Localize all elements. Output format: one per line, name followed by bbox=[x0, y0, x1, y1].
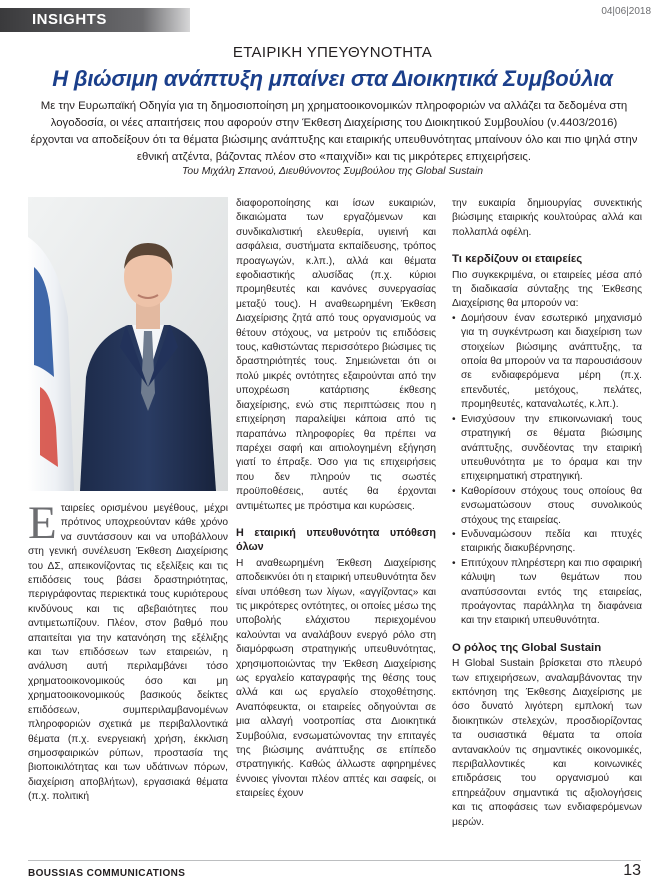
benefits-list bbox=[452, 312, 642, 629]
top-bar bbox=[0, 0, 665, 34]
column-2-paragraph-2: Η αναθεωρημένη Έκθεση Διαχείρισης αποδεικνύει ότι η εταιρική υπευθυνότητα δεν είναι υπόθεση των λίγων, «αγγίζοντας» και τις μικρότερες οντότητες, οι οποίες μέσω της υποβολής ελάχιστου περιεχομένου καλούνται να αναλάβουν ενεργό ρόλο στη διαμόρφωση στρατηγικής υπευθυνότητας, χρησιμοποιώντας την Έκθεση Διαχείρισης ως εργαλείο καταγραφής της θέσης τους αλλά και ως εργαλείο στοχοθέτησης. Αναπόφευκτα, οι εταιρείες οδηγούνται σε μια αλλαγή νοοτροπίας στα Διοικητικά Συμβούλια, ενσωματώνοντας την επιταγές της βιώσιμης ανάπτυξης σε επίπεδο στρατηγικής. Καθώς άλλωστε αφηρημένες έννοιες γίνονται πλέον απτές και σαφείς, οι εταιρείες έχουν bbox=[236, 557, 436, 800]
column-3-paragraph-1: την ευκαιρία δημιουργίας συνεκτικής βιώσιμης εταιρικής κουλτούρας αλλά και πολλαπλά οφέλη. bbox=[452, 198, 642, 238]
column-2 bbox=[236, 197, 436, 802]
subhead-global-sustain: Ο ρόλος της Global Sustain bbox=[452, 641, 602, 654]
list-item: • Ενδυναμώσουν πεδία και πτυχές εταιρικής διακυβέρνησης. bbox=[461, 528, 642, 557]
page-number: 13 bbox=[623, 862, 641, 879]
column-1-text: ταιρείες ορισμένου μεγέθους, μέχρι πρότινος υποχρεούνταν κάθε χρόνο να συντάσσουν και να υποβάλλουν στη γενική συνέλευση Έκθεση Διαχείρισης του ΔΣ, απεικονίζοντας τις εξελίξεις και τις επιδόσεις τους βάσει δραστηριότητας, περιγράφοντας περιεκτικά τους κυριότερους κινδύνους και τις αβεβαιότητες που αντιμετωπίζουν. Πλέον, στον βαθμό που απαιτείται για την κατανόηση της εξέλιξης και των επιδόσεων των εταιρειών, η ανάλυση αυτή περιλαμβάνει τόσο χρηματοοικονομικούς όσο και μη χρηματοοικονομικούς βασικούς δείκτες επιδόσεων, συμπεριλαμβανομένων πληροφοριών σχετικά με περιβαλλοντικά θέματα (π.χ. ενεργειακή χρήση, έκκλιση σημοσφαιρικών ρύπων, προστασία της βιοποικιλότητας και των υδάτινων πόρων, διαχείριση αποβλήτων), εργασιακά θέματα (π.χ. πολιτική bbox=[28, 503, 228, 803]
article-title: Η βιώσιμη ανάπτυξη μπαίνει στα Διοικητικά Συμβούλια bbox=[52, 66, 613, 91]
column-1 bbox=[28, 497, 228, 805]
list-item: • Επιτύχουν πληρέστερη και πιο σφαιρική κάλυψη των θεμάτων που αναπύσσονται εντός της εταιρείας, προάγοντας παράλληλα τη διαφάνεια και την εταιρική υπευθυνότητα. bbox=[461, 557, 642, 629]
list-item: • Ενισχύσουν την επικοινωνιακή τους στρατηγική σε θέματα βιώσιμης ανάπτυξης, συνδέοντας την εταιρική υπευθυνότητα με το όραμα και την επιχειρηματική στρατηγική. bbox=[461, 413, 642, 485]
list-item: • Δομήσουν έναν εσωτερικό μηχανισμό για τη συγκέντρωση και διαχείριση των στοιχείων βιώσιμης ανάπτυξης, τα οποία θα μπορούν να τα παρουσιάσουν σε ενδιαφερόμενα μέρη (π.χ. επενδυτές, μετόχους, πελάτες, προμηθευτές, καταναλωτές, κ.λπ.). bbox=[461, 312, 642, 413]
column-3-paragraph-2: Πιο συγκεκριμένα, οι εταιρείες μέσα από τη διαδικασία σύνταξης της Έκθεσης Διαχείρισης θα μπορούν να: bbox=[452, 269, 642, 310]
issue-date: 04|06|2018 bbox=[601, 6, 651, 17]
portrait-photo bbox=[28, 197, 228, 491]
section-tag: INSIGHTS bbox=[0, 8, 190, 32]
column-3-paragraph-3: Η Global Sustain βρίσκεται στο πλευρό των επιχειρήσεων, αναλαμβάνοντας την εκπόνηση της Έκθεσης Διαχείρισης με όσο δυνατό λιγότερη εμπλοκή των διοικητικών στελεχών, προσδιορίζοντας τα ουσιαστικά θέματα τα οποία αντανακλούν τις σημαντικές οικονομικές, περιβαλλοντικές και κοινωνικές επιδράσεις του οργανισμού και επηρεάζουν σημαντικά τις αξιολογήσεις και τις αποφάσεις των ενδιαφερόμενων μερών. bbox=[452, 658, 642, 828]
column-1-paragraph bbox=[28, 497, 228, 805]
footer-divider bbox=[28, 860, 641, 861]
subhead-benefits: Τι κερδίζουν οι εταιρείες bbox=[452, 253, 583, 266]
subhead-responsibility: Η εταιρική υπευθυνότητα υπόθεση όλων bbox=[236, 526, 436, 554]
article-lede: Με την Ευρωπαϊκή Οδηγία για τη δημοσιοποίηση μη χρηματοοικονομικών πληροφοριών να αλλάζει τα δεδομένα στη λογοδοσία, οι νέες απαιτήσεις που αφορούν στην Έκθεση Διαχείρισης του Διοικητικού Συμβουλίου (ν.4403/2016) έρχονται να αποδείξουν ότι τα θέματα βιώσιμης ανάπτυξης και εταιρικής υπευθυνότητας μπαίνουν όλο και πιο ψηλά στην εθνική ατζέντα, βάζοντας πλέον στο «παιχνίδι» και τις μικρότερες επιχειρήσεις. bbox=[30, 100, 638, 163]
article-byline: Του Μιχάλη Σπανού, Διευθύνοντος Συμβούλου της Global Sustain bbox=[181, 166, 484, 177]
drop-cap: Ε bbox=[28, 497, 57, 549]
footer-publisher: BOUSSIAS COMMUNICATIONS bbox=[28, 868, 186, 879]
article-kicker: ΕΤΑΙΡΙΚΗ ΥΠΕΥΘΥΝΟΤΗΤΑ bbox=[232, 44, 433, 61]
portrait-photo-icon bbox=[28, 197, 228, 491]
column-2-paragraph-1: διαφοροποίησης και ίσων ευκαιριών, δικαιώματα των εργαζόμενων και συνδικαλιστική ελευθερία, υγιεινή και ασφάλεια, συστήματα εκπαίδευσης, τρόπος προαγωγών, κ.λπ.), αλλά και θέματα εφοδιαστικής αλυσίδας (π.χ. κύριοι προμηθευτές και κανόνες συνεργασίας μεταξύ τους). Η αναθεωρημένη Έκθεση Διαχείρισης ζητά από τους οργανισμούς να θέτουν στόχους, να μετρούν τις επιδόσεις τους, καθιστώντας περισσότερο βιώσιμες τις δραστηριότητές τους. Σημειώνεται ότι οι πολύ μικρές οντότητες εξαιρούνται από την υποχρέωση κατάρτισης έκθεσης διαχείρισης, ενώ στις περιπτώσεις που η επιχείρηση παραλείψει κάποια από τις παραπάνω πληροφορίες θα πρέπει να παρέχει σαφή και αιτιολογημένη εξήγηση γιατί το έπραξε. Όσο για τις επιχειρήσεις που δεν πληρούν τις σωστές προϋποθέσεις, αυτές θα έρχονται αντιμέτωπες με πρόστιμα και κυρώσεις. bbox=[236, 198, 436, 512]
column-3 bbox=[452, 197, 642, 830]
list-item: • Καθορίσουν στόχους τους οποίους θα ενσωματώσουν στους συνολικούς στόχους της εταιρείας. bbox=[461, 485, 642, 528]
